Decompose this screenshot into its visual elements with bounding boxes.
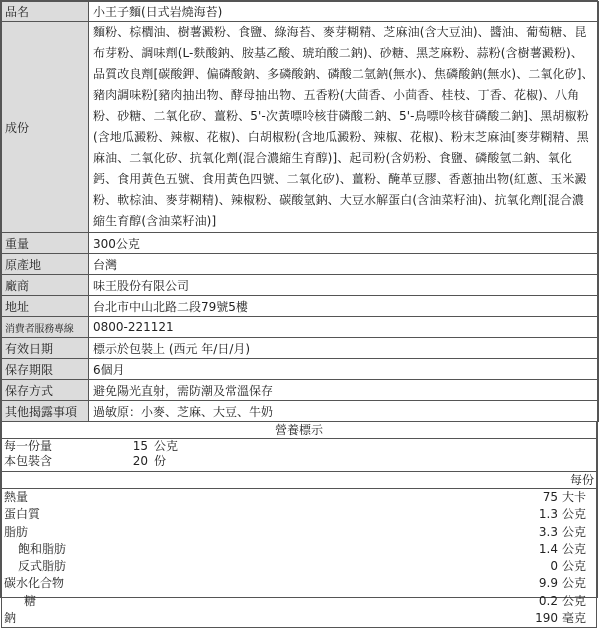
nutrient-row-energy bbox=[2, 489, 596, 506]
nutrient-row-trans-fat bbox=[2, 558, 596, 575]
info-row-shelf-life bbox=[2, 359, 599, 380]
info-label: 消費者服務專線 bbox=[2, 317, 89, 338]
nutrient-row-sodium bbox=[2, 610, 596, 627]
nutrient-amount: 9.9 bbox=[538, 576, 558, 591]
info-row-weight bbox=[2, 233, 599, 254]
serving-size-row bbox=[2, 439, 596, 454]
info-label: 成份 bbox=[2, 22, 89, 233]
info-value: 台北市中山北路二段79號5樓 bbox=[89, 296, 599, 317]
info-label: 保存方式 bbox=[2, 380, 89, 401]
info-label: 地址 bbox=[2, 296, 89, 317]
nutrient-amount: 0 bbox=[550, 559, 558, 574]
info-value: 台灣 bbox=[89, 254, 599, 275]
info-row-origin bbox=[2, 254, 599, 275]
info-label: 廠商 bbox=[2, 275, 89, 296]
nutrient-name: 脂肪 bbox=[4, 524, 29, 539]
info-value: 0800-221121 bbox=[89, 317, 599, 338]
info-row-address bbox=[2, 296, 599, 317]
servings-per-package-unit: 份 bbox=[154, 454, 167, 468]
info-value: 300公克 bbox=[89, 233, 599, 254]
nutrient-row-sugar bbox=[2, 593, 596, 610]
nutrition-serving-block bbox=[1, 439, 597, 472]
info-label: 保存期限 bbox=[2, 359, 89, 380]
info-row-allergens bbox=[2, 401, 599, 422]
nutrient-amount: 3.3 bbox=[538, 524, 558, 539]
nutrient-unit: 公克 bbox=[562, 559, 587, 574]
nutrient-amount: 75 bbox=[542, 490, 558, 504]
info-value: 避免陽光直射，需防潮及常溫保存 bbox=[89, 380, 599, 401]
serving-size-value: 15 bbox=[132, 439, 148, 453]
nutrient-unit: 公克 bbox=[562, 507, 587, 522]
nutrient-unit: 公克 bbox=[562, 524, 587, 539]
nutrient-name: 飽和脂肪 bbox=[18, 541, 67, 556]
info-label: 有效日期 bbox=[2, 338, 89, 359]
nutrient-amount: 1.4 bbox=[538, 541, 558, 556]
nutrient-row-protein bbox=[2, 506, 596, 523]
product-info-table bbox=[1, 1, 599, 422]
info-row-storage bbox=[2, 380, 599, 401]
nutrient-unit: 公克 bbox=[562, 541, 587, 556]
servings-per-package-label: 本包裝含 bbox=[4, 454, 53, 468]
ingredients-text: 麵粉、棕櫚油、樹薯澱粉、食鹽、綠海苔、麥芽糊精、芝麻油(含大豆油)、醬油、葡萄糖、昆布芽粉、調味劑(L-麩酸鈉、胺基乙酸、琥珀酸二鈉)、砂糖、黑芝麻粉、蒜粉(含樹薯澱粉)、品質改良劑[碳酸鉀、偏磷酸鈉、多磷酸鈉、磷酸二氫鈉(無水)、焦磷酸鈉(無水)、二氧化矽]、豬肉調味粉[豬肉抽出物、酵母抽出物、五香粉(大茴香、小茴香、桂枝、丁香、花椒)、八角粉、砂糖、二氧化矽、薑粉、5'-次黃嘌呤核苷磷酸二鈉、5'-鳥嘌呤核苷磷酸二鈉]、黑胡椒粉(含地瓜澱粉、辣椒、花椒)、白胡椒粉(含地瓜澱粉、辣椒、花椒)、粉末芝麻油[麥芽糊精、黑麻油、二氧化矽、抗氧化劑(混合濃縮生育醇)]、起司粉(含奶粉、食鹽、磷酸氫二鈉、氧化鈣、食用黃色五號、食用黃色四號、二氧化矽)、薑粉、醃革豆膠、香蔥抽出物(紅蔥、玉米澱粉、軟棕油、麥芽糊精)、辣椒粉、碳酸氫鈉、大豆水解蛋白(含油菜籽油)、抗氧化劑[混合濃縮生育醇(含油菜籽油)] bbox=[89, 22, 599, 233]
nutrition-title: 營養標示 bbox=[1, 422, 597, 439]
nutrient-row-carbohydrate bbox=[2, 575, 596, 592]
nutrient-name: 蛋白質 bbox=[4, 507, 41, 522]
info-label: 其他揭露事項 bbox=[2, 401, 89, 422]
info-value: 標示於包裝上 (西元 年/日/月) bbox=[89, 338, 599, 359]
info-label: 原產地 bbox=[2, 254, 89, 275]
nutrient-name: 鈉 bbox=[4, 611, 17, 626]
nutrient-unit: 大卡 bbox=[562, 490, 587, 504]
nutrition-facts-list bbox=[1, 489, 597, 628]
servings-per-package-row bbox=[2, 454, 596, 469]
nutrient-unit: 公克 bbox=[562, 593, 587, 608]
info-value: 6個月 bbox=[89, 359, 599, 380]
nutrient-amount: 0.2 bbox=[538, 593, 558, 608]
info-label: 品名 bbox=[2, 2, 89, 22]
info-row-ingredients bbox=[2, 22, 599, 233]
nutrient-unit: 毫克 bbox=[562, 611, 587, 626]
nutrient-unit: 公克 bbox=[562, 576, 587, 591]
info-row-manufacturer bbox=[2, 275, 599, 296]
info-label: 重量 bbox=[2, 233, 89, 254]
info-row-hotline bbox=[2, 317, 599, 338]
servings-per-package-value: 20 bbox=[132, 454, 148, 468]
per-serving-header: 每份 bbox=[1, 472, 597, 489]
nutrient-row-fat bbox=[2, 524, 596, 541]
nutrient-amount: 190 bbox=[535, 611, 558, 626]
nutrient-amount: 1.3 bbox=[538, 507, 558, 522]
info-row-name bbox=[2, 2, 599, 22]
nutrient-name: 糖 bbox=[24, 593, 37, 608]
info-value: 味王股份有限公司 bbox=[89, 275, 599, 296]
serving-size-label: 每一份量 bbox=[4, 439, 53, 453]
nutrient-name: 碳水化合物 bbox=[4, 576, 65, 591]
nutrient-name: 反式脂肪 bbox=[18, 559, 67, 574]
nutrient-row-saturated-fat bbox=[2, 541, 596, 558]
info-row-expiry bbox=[2, 338, 599, 359]
serving-size-unit: 公克 bbox=[154, 439, 179, 453]
info-value: 小王子麵(日式岩燒海苔) bbox=[89, 2, 599, 22]
info-value: 過敏原：小麥、芝麻、大豆、牛奶 bbox=[89, 401, 599, 422]
nutrient-name: 熱量 bbox=[4, 490, 29, 504]
